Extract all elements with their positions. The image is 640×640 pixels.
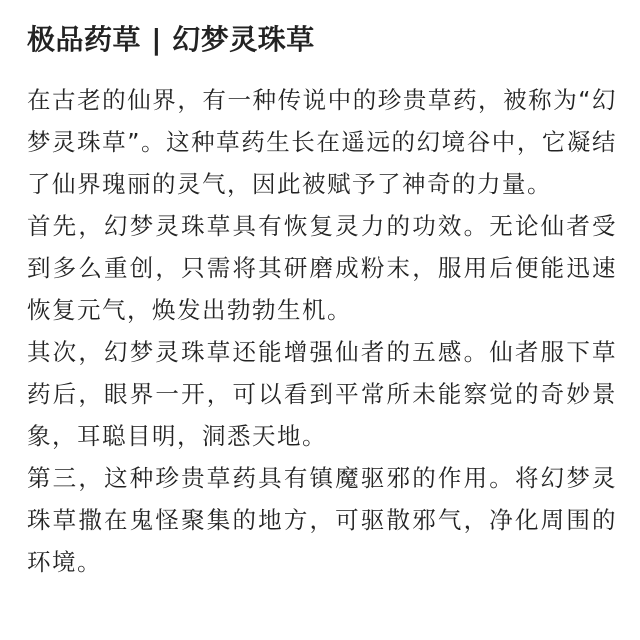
- paragraph-third-effect: 第三，这种珍贵草药具有镇魔驱邪的作用。将幻梦灵珠草撒在鬼怪聚集的地方，可驱散邪气，净化周围的环境。: [27, 464, 617, 576]
- paragraph-second-effect: 其次，幻梦灵珠草还能增强仙者的五感。仙者服下草药后，眼界一开，可以看到平常所未能察觉的奇妙景象，耳聪目明，洞悉天地。: [27, 338, 617, 450]
- paragraph-first-effect: 首先，幻梦灵珠草具有恢复灵力的功效。无论仙者受到多么重创，只需将其研磨成粉末，服用后便能迅速恢复元气，焕发出勃勃生机。: [27, 212, 617, 324]
- paragraph-intro: 在古老的仙界，有一种传说中的珍贵草药，被称为“幻梦灵珠草”。这种草药生长在遥远的幻境谷中，它凝结了仙界瑰丽的灵气，因此被赋予了神奇的力量。: [27, 86, 617, 198]
- article-title: 极品药草 | 幻梦灵珠草: [27, 23, 315, 56]
- article-body: [27, 79, 617, 583]
